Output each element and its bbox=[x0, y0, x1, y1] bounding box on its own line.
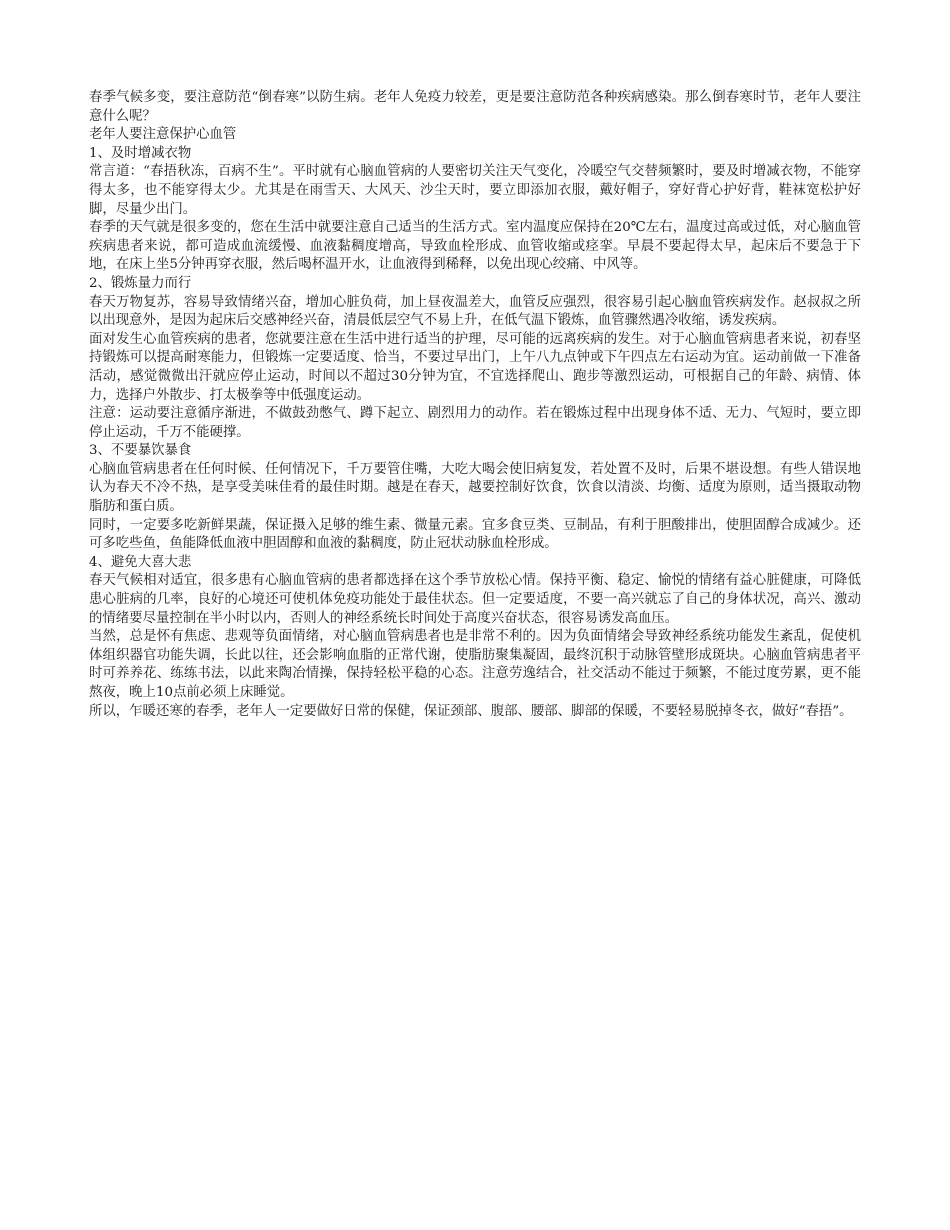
intro-paragraph: 春季气候多变，要注意防范“倒春寒”以防生病。老年人免疫力较差，更是要注意防范各种疾病感染。那么倒春寒时节，老年人要注意什么呢？ bbox=[89, 90, 861, 124]
section-1-paragraph-2: 春季的天气就是很多变的，您在生活中就要注意自己适当的生活方式。室内温度应保持在20℃左右，温度过高或过低，对心脑血管疾病患者来说，都可造成血流缓慢、血液黏稠度增高，导致血栓形成、血管收缩或痉挛。早晨不要起得太早，起床后不要急于下地，在床上坐5分钟再穿衣服，然后喝杯温开水，让血液得到稀释，以免出现心绞痛、中风等。 bbox=[89, 220, 861, 273]
section-3-paragraph-2: 同时，一定要多吃新鲜果蔬，保证摄入足够的维生素、微量元素。宜多食豆类、豆制品，有利于胆酸排出，使胆固醇合成减少。还可多吃些鱼，鱼能降低血液中胆固醇和血液的黏稠度，防止冠状动脉血栓形成。 bbox=[89, 517, 861, 552]
conclusion-paragraph: 所以，乍暖还寒的春季，老年人一定要做好日常的保健，保证颈部、腹部、腰部、脚部的保暖，不要轻易脱掉冬衣，做好“春捂”。 bbox=[89, 703, 853, 719]
section-2-paragraph-2: 面对发生心血管疾病的患者，您就要注意在生活中进行适当的护理，尽可能的远离疾病的发生。对于心脑血管病患者来说，初春坚持锻炼可以提高耐寒能力，但锻炼一定要适度、恰当，不要过早出门，上午八九点钟或下午四点左右运动为宜。运动前做一下准备活动，感觉微微出汗就应停止运动，时间以不超过30分钟为宜，不宜选择爬山、跑步等激烈运动，可根据自己的年龄、病情、体力，选择户外散步、打太极拳等中低强度运动。 bbox=[89, 331, 861, 403]
section-3-paragraph-1: 心脑血管病患者在任何时候、任何情况下，千万要管住嘴，大吃大喝会使旧病复发，若处置不及时，后果不堪设想。有些人错误地认为春天不冷不热，是享受美味佳肴的最佳时期。越是在春天，越要控制好饮食，饮食以清淡、均衡、适度为原则，适当摄取动物脂肪和蛋白质。 bbox=[89, 461, 861, 515]
main-heading: 老年人要注意保护心血管 bbox=[89, 127, 237, 143]
section-4-paragraph-2: 当然，总是怀有焦虑、悲观等负面情绪，对心脑血管病患者也是非常不利的。因为负面情绪会导致神经系统功能发生紊乱，促使机体组织器官功能失调，长此以往，还会影响血脂的正常代谢，使脂肪聚集凝固，最终沉积于动脉管壁形成斑块。心脑血管病患者平时可养养花、练练书法，以此来陶冶情操，保持轻松平稳的心态。注意劳逸结合，社交活动不能过于频繁，不能过度劳累，更不能熬夜，晚上10点前必须上床睡觉。 bbox=[89, 629, 861, 700]
article-body bbox=[89, 89, 861, 721]
section-2-paragraph-3: 注意：运动要注意循序渐进，不做鼓劲憋气、蹲下起立、剧烈用力的动作。若在锻炼过程中出现身体不适、无力、气短时，要立即停止运动，千万不能硬撑。 bbox=[89, 406, 861, 440]
section-heading-3: 3、不要暴饮暴食 bbox=[89, 443, 192, 459]
section-1-paragraph-1: 常言道：“春捂秋冻，百病不生”。平时就有心脑血管病的人要密切关注天气变化，冷暖空气交替频繁时，要及时增减衣物，不能穿得太多，也不能穿得太少。尤其是在雨雪天、大风天、沙尘天时，要立即添加衣服，戴好帽子，穿好背心护好背，鞋袜宽松护好脚，尽量少出门。 bbox=[89, 164, 861, 217]
section-2-paragraph-1: 春天万物复苏，容易导致情绪兴奋，增加心脏负荷，加上昼夜温差大，血管反应强烈，很容易引起心脑血管疾病发作。赵叔叔之所以出现意外，是因为起床后交感神经兴奋，清晨低层空气不易上升，在低气温下锻炼，血管骤然遇冷收缩，诱发疾病。 bbox=[89, 294, 861, 329]
section-heading-2: 2、锻炼量力而行 bbox=[89, 275, 192, 291]
section-4-paragraph-1: 春天气候相对适宜，很多患有心脑血管病的患者都选择在这个季节放松心情。保持平衡、稳定、愉悦的情绪有益心脏健康，可降低患心脏病的几率，良好的心境还可使机体免疫功能处于最佳状态。但一定要适度，不要一高兴就忘了自己的身体状况，高兴、激动的情绪要尽量控制在半小时以内，否则人的神经系统长时间处于高度兴奋状态，很容易诱发高血压。 bbox=[89, 573, 861, 626]
section-heading-4: 4、避免大喜大悲 bbox=[89, 554, 192, 570]
section-heading-1: 1、及时增减衣物 bbox=[89, 145, 192, 161]
